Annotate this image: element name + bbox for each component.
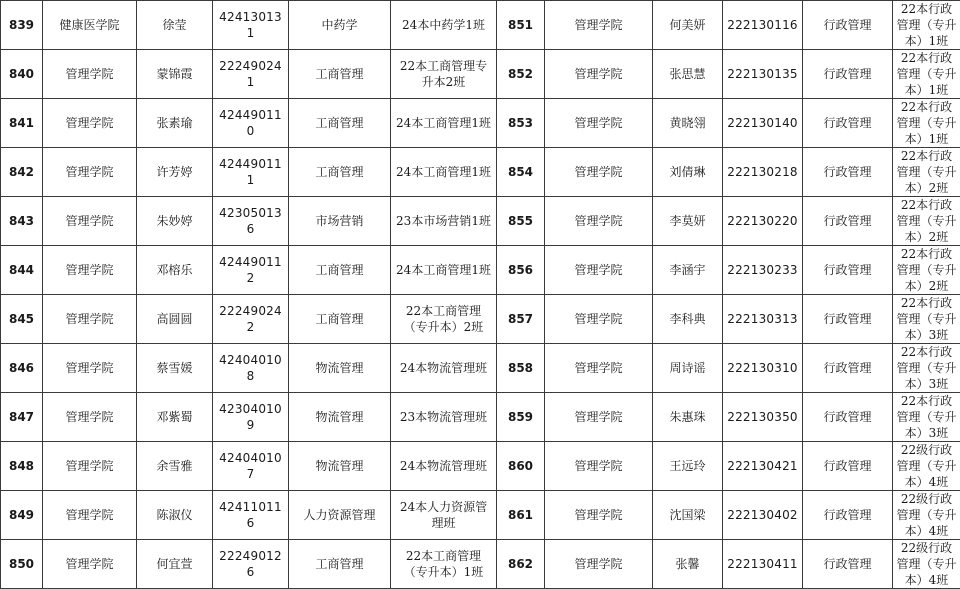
right-class-cell: 22级行政管理（专升本）4班 (893, 491, 960, 540)
left-student-id-cell: 424490110 (213, 99, 289, 148)
right-student-id-cell: 222130421 (723, 442, 803, 491)
left-college-cell: 管理学院 (43, 393, 137, 442)
left-major-cell: 人力资源管理 (289, 491, 391, 540)
right-row-number: 851 (497, 1, 545, 50)
left-row-number: 850 (1, 540, 43, 589)
left-class-cell: 24本工商管理1班 (391, 148, 497, 197)
left-college-cell: 管理学院 (43, 344, 137, 393)
left-student-name-cell: 许芳婷 (137, 148, 213, 197)
right-college-cell: 管理学院 (545, 344, 653, 393)
table-row (1, 99, 960, 148)
right-class-cell: 22本行政管理（专升本）1班 (893, 50, 960, 99)
right-student-id-cell: 222130135 (723, 50, 803, 99)
table-row (1, 1, 960, 50)
right-class-cell: 22本行政管理（专升本）3班 (893, 344, 960, 393)
right-class-cell: 22本行政管理（专升本）1班 (893, 1, 960, 50)
right-student-id-cell: 222130402 (723, 491, 803, 540)
left-student-id-cell: 222490242 (213, 295, 289, 344)
right-major-cell: 行政管理 (803, 50, 893, 99)
right-student-id-cell: 222130233 (723, 246, 803, 295)
left-college-cell: 管理学院 (43, 246, 137, 295)
right-college-cell: 管理学院 (545, 295, 653, 344)
left-college-cell: 管理学院 (43, 148, 137, 197)
left-class-cell: 23本物流管理班 (391, 393, 497, 442)
right-class-cell: 22本行政管理（专升本）1班 (893, 99, 960, 148)
left-student-name-cell: 何宜萱 (137, 540, 213, 589)
right-college-cell: 管理学院 (545, 393, 653, 442)
right-college-cell: 管理学院 (545, 1, 653, 50)
left-row-number: 841 (1, 99, 43, 148)
right-major-cell: 行政管理 (803, 393, 893, 442)
right-college-cell: 管理学院 (545, 148, 653, 197)
left-student-name-cell: 朱妙婷 (137, 197, 213, 246)
table-row (1, 148, 960, 197)
table-row (1, 393, 960, 442)
left-student-id-cell: 424130131 (213, 1, 289, 50)
left-class-cell: 23本市场营销1班 (391, 197, 497, 246)
left-class-cell: 22本工商管理（专升本）1班 (391, 540, 497, 589)
left-student-name-cell: 蒙锦霞 (137, 50, 213, 99)
left-row-number: 849 (1, 491, 43, 540)
left-student-id-cell: 423050136 (213, 197, 289, 246)
right-row-number: 857 (497, 295, 545, 344)
right-major-cell: 行政管理 (803, 1, 893, 50)
left-class-cell: 22本工商管理专升本2班 (391, 50, 497, 99)
left-student-name-cell: 邓紫蜀 (137, 393, 213, 442)
left-college-cell: 管理学院 (43, 442, 137, 491)
left-student-name-cell: 陈淑仪 (137, 491, 213, 540)
right-row-number: 854 (497, 148, 545, 197)
right-class-cell: 22本行政管理（专升本）2班 (893, 197, 960, 246)
right-student-id-cell: 222130411 (723, 540, 803, 589)
left-major-cell: 工商管理 (289, 50, 391, 99)
left-class-cell: 22本工商管理（专升本）2班 (391, 295, 497, 344)
right-student-name-cell: 王远玲 (653, 442, 723, 491)
left-student-name-cell: 蔡雪媛 (137, 344, 213, 393)
left-major-cell: 工商管理 (289, 246, 391, 295)
right-class-cell: 22级行政管理（专升本）4班 (893, 442, 960, 491)
left-major-cell: 工商管理 (289, 148, 391, 197)
right-student-name-cell: 张馨 (653, 540, 723, 589)
right-row-number: 852 (497, 50, 545, 99)
left-row-number: 843 (1, 197, 43, 246)
left-major-cell: 工商管理 (289, 295, 391, 344)
left-college-cell: 管理学院 (43, 295, 137, 344)
right-student-name-cell: 张思慧 (653, 50, 723, 99)
left-major-cell: 工商管理 (289, 99, 391, 148)
left-student-name-cell: 高圆圆 (137, 295, 213, 344)
left-class-cell: 24本人力资源管理班 (391, 491, 497, 540)
left-student-name-cell: 张素瑜 (137, 99, 213, 148)
left-class-cell: 24本物流管理班 (391, 344, 497, 393)
right-student-name-cell: 李涵宇 (653, 246, 723, 295)
right-major-cell: 行政管理 (803, 197, 893, 246)
right-student-id-cell: 222130310 (723, 344, 803, 393)
right-college-cell: 管理学院 (545, 442, 653, 491)
right-college-cell: 管理学院 (545, 246, 653, 295)
right-student-name-cell: 沈国梁 (653, 491, 723, 540)
left-college-cell: 管理学院 (43, 99, 137, 148)
right-row-number: 860 (497, 442, 545, 491)
table-row (1, 344, 960, 393)
right-student-id-cell: 222130116 (723, 1, 803, 50)
left-row-number: 844 (1, 246, 43, 295)
left-college-cell: 管理学院 (43, 540, 137, 589)
left-student-id-cell: 424110116 (213, 491, 289, 540)
left-row-number: 847 (1, 393, 43, 442)
right-student-name-cell: 李莫妍 (653, 197, 723, 246)
left-class-cell: 24本中药学1班 (391, 1, 497, 50)
left-major-cell: 物流管理 (289, 442, 391, 491)
left-row-number: 840 (1, 50, 43, 99)
right-class-cell: 22本行政管理（专升本）3班 (893, 295, 960, 344)
right-college-cell: 管理学院 (545, 50, 653, 99)
right-row-number: 858 (497, 344, 545, 393)
left-college-cell: 管理学院 (43, 491, 137, 540)
left-college-cell: 管理学院 (43, 197, 137, 246)
right-student-id-cell: 222130313 (723, 295, 803, 344)
left-major-cell: 物流管理 (289, 344, 391, 393)
right-major-cell: 行政管理 (803, 295, 893, 344)
left-student-id-cell: 424490112 (213, 246, 289, 295)
table-row (1, 540, 960, 589)
left-row-number: 848 (1, 442, 43, 491)
right-student-id-cell: 222130218 (723, 148, 803, 197)
right-major-cell: 行政管理 (803, 99, 893, 148)
left-student-id-cell: 424490111 (213, 148, 289, 197)
right-major-cell: 行政管理 (803, 442, 893, 491)
left-row-number: 842 (1, 148, 43, 197)
left-major-cell: 中药学 (289, 1, 391, 50)
left-student-id-cell: 222490126 (213, 540, 289, 589)
right-college-cell: 管理学院 (545, 540, 653, 589)
right-row-number: 862 (497, 540, 545, 589)
right-major-cell: 行政管理 (803, 344, 893, 393)
right-major-cell: 行政管理 (803, 491, 893, 540)
right-student-name-cell: 周诗谣 (653, 344, 723, 393)
left-student-id-cell: 222490241 (213, 50, 289, 99)
right-student-id-cell: 222130220 (723, 197, 803, 246)
left-row-number: 845 (1, 295, 43, 344)
table-row (1, 197, 960, 246)
right-student-id-cell: 222130140 (723, 99, 803, 148)
left-college-cell: 管理学院 (43, 50, 137, 99)
left-student-id-cell: 423040109 (213, 393, 289, 442)
right-student-name-cell: 李科典 (653, 295, 723, 344)
right-row-number: 853 (497, 99, 545, 148)
left-student-id-cell: 424040107 (213, 442, 289, 491)
table-row (1, 50, 960, 99)
left-class-cell: 24本工商管理1班 (391, 246, 497, 295)
right-class-cell: 22级行政管理（专升本）4班 (893, 540, 960, 589)
left-row-number: 846 (1, 344, 43, 393)
right-student-id-cell: 222130350 (723, 393, 803, 442)
left-student-id-cell: 424040108 (213, 344, 289, 393)
table-row (1, 442, 960, 491)
right-row-number: 861 (497, 491, 545, 540)
left-major-cell: 市场营销 (289, 197, 391, 246)
right-major-cell: 行政管理 (803, 148, 893, 197)
roster-body (1, 1, 960, 589)
right-student-name-cell: 何美妍 (653, 1, 723, 50)
table-row (1, 295, 960, 344)
left-row-number: 839 (1, 1, 43, 50)
table-row (1, 246, 960, 295)
right-student-name-cell: 刘倩琳 (653, 148, 723, 197)
right-college-cell: 管理学院 (545, 99, 653, 148)
right-row-number: 855 (497, 197, 545, 246)
left-student-name-cell: 徐莹 (137, 1, 213, 50)
left-college-cell: 健康医学院 (43, 1, 137, 50)
left-major-cell: 物流管理 (289, 393, 391, 442)
right-major-cell: 行政管理 (803, 246, 893, 295)
right-class-cell: 22本行政管理（专升本）3班 (893, 393, 960, 442)
left-student-name-cell: 邓榕乐 (137, 246, 213, 295)
right-row-number: 856 (497, 246, 545, 295)
right-college-cell: 管理学院 (545, 197, 653, 246)
left-class-cell: 24本物流管理班 (391, 442, 497, 491)
right-college-cell: 管理学院 (545, 491, 653, 540)
left-student-name-cell: 余雪雅 (137, 442, 213, 491)
left-major-cell: 工商管理 (289, 540, 391, 589)
table-row (1, 491, 960, 540)
right-student-name-cell: 黄晓翎 (653, 99, 723, 148)
right-row-number: 859 (497, 393, 545, 442)
left-class-cell: 24本工商管理1班 (391, 99, 497, 148)
right-class-cell: 22本行政管理（专升本）2班 (893, 148, 960, 197)
right-class-cell: 22本行政管理（专升本）2班 (893, 246, 960, 295)
right-major-cell: 行政管理 (803, 540, 893, 589)
right-student-name-cell: 朱惠珠 (653, 393, 723, 442)
